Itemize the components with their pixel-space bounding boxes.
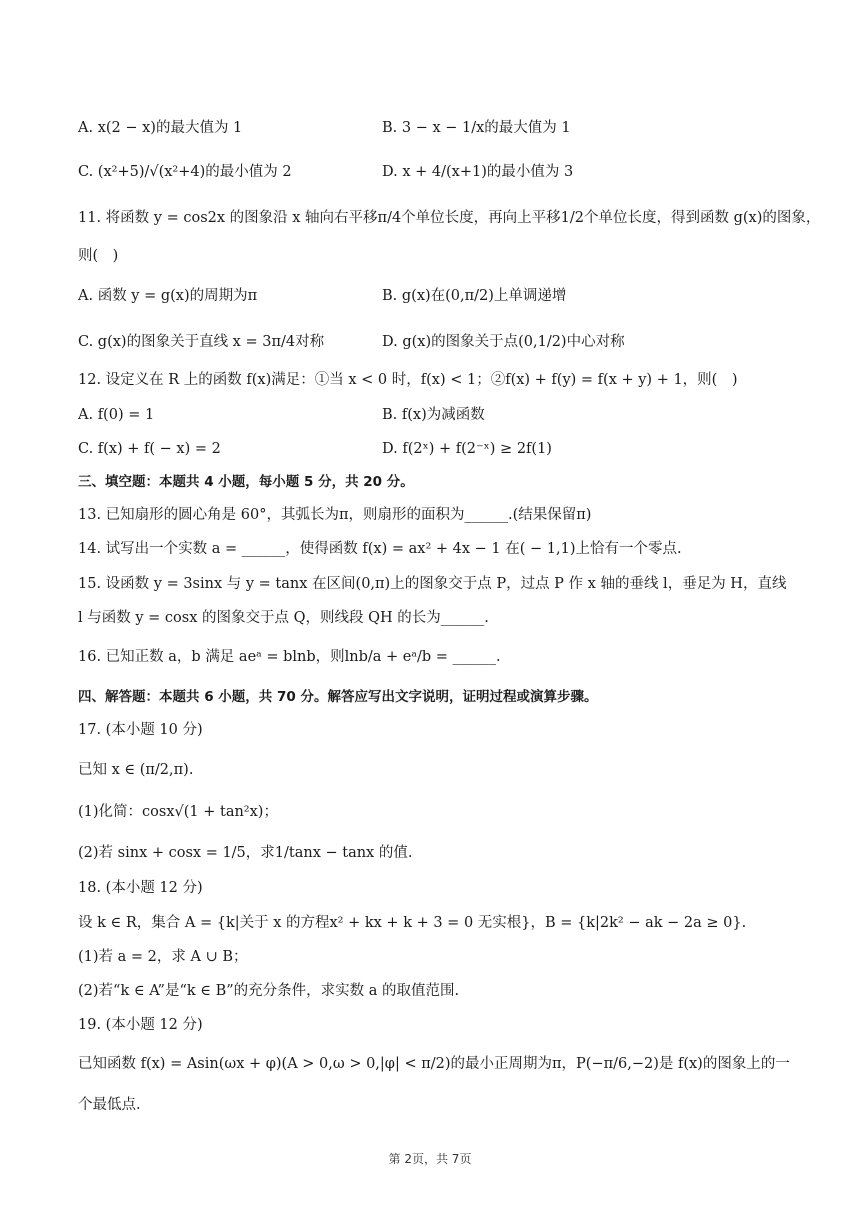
q10-option-a: A. x(2 − x)的最大值为 1 [78, 120, 243, 136]
q11-option-a: A. 函数 y = g(x)的周期为π [78, 288, 258, 304]
q15-line1: 15. 设函数 y = 3sinx 与 y = tanx 在区间(0,π)上的图象交于点 P，过点 P 作 x 轴的垂线 l，垂足为 H，直线 [78, 576, 787, 592]
q18-given: 设 k ∈ R，集合 A = {k|关于 x 的方程x² + kx + k + 3 = 0 无实根}，B = {k|2k² − ak − 2a ≥ 0}. [78, 915, 747, 931]
question-14: 14. 试写出一个实数 a = ______，使得函数 f(x) = ax² + 4x − 1 在( − 1,1)上恰有一个零点. [78, 541, 682, 557]
q12-option-d: D. f(2ˣ) + f(2⁻ˣ) ≥ 2f(1) [382, 441, 552, 457]
q11-option-c: C. g(x)的图象关于直线 x = 3π/4对称 [78, 334, 325, 350]
q18-head: 18. (本小题 12 分) [78, 880, 203, 896]
q19-head: 19. (本小题 12 分) [78, 1017, 203, 1033]
section-4-heading: 四、解答题：本题共 6 小题，共 70 分。解答应写出文字说明，证明过程或演算步骤。 [78, 689, 598, 705]
q17-part2: (2)若 sinx + cosx = 1/5，求1/tanx − tanx 的值. [78, 845, 413, 861]
q12-option-b: B. f(x)为减函数 [382, 407, 485, 423]
q18-part2: (2)若“k ∈ A”是“k ∈ B”的充分条件，求实数 a 的取值范围. [78, 983, 460, 999]
q11-stem-line1: 11. 将函数 y = cos2x 的图象沿 x 轴向右平移π/4个单位长度，再向上平移1/2个单位长度，得到函数 g(x)的图象， [78, 210, 821, 226]
q11-option-b: B. g(x)在(0,π/2)上单调递增 [382, 288, 567, 304]
q10-option-c: C. (x²+5)/√(x²+4)的最小值为 2 [78, 164, 292, 180]
q17-given: 已知 x ∈ (π/2,π). [78, 762, 194, 778]
q18-part1: (1)若 a = 2，求 A ∪ B； [78, 949, 248, 965]
question-13: 13. 已知扇形的圆心角是 60°，其弧长为π，则扇形的面积为______.(结果保留π) [78, 507, 592, 523]
q17-head: 17. (本小题 10 分) [78, 722, 203, 738]
q10-option-b: B. 3 − x − 1/x的最大值为 1 [382, 120, 571, 136]
q12-option-a: A. f(0) = 1 [78, 407, 155, 423]
q12-stem: 12. 设定义在 R 上的函数 f(x)满足：①当 x < 0 时，f(x) < 1；②f(x) + f(y) = f(x + y) + 1，则( ) [78, 372, 738, 388]
q19-line2: 个最低点. [78, 1097, 141, 1113]
section-3-heading: 三、填空题：本题共 4 小题，每小题 5 分，共 20 分。 [78, 474, 414, 490]
question-16: 16. 已知正数 a，b 满足 aeᵃ = blnb，则lnb/a + eᵃ/b = ______. [78, 649, 501, 665]
page-footer: 第 2页，共 7页 [388, 1152, 472, 1166]
q11-stem-line2: 则( ) [78, 248, 119, 264]
q15-line2: l 与函数 y = cosx 的图象交于点 Q，则线段 QH 的长为______. [78, 610, 489, 626]
q19-line1: 已知函数 f(x) = Asin(ωx + φ)(A > 0,ω > 0,|φ| < π/2)的最小正周期为π，P(−π/6,−2)是 f(x)的图象上的一 [78, 1056, 790, 1072]
q10-option-d: D. x + 4/(x+1)的最小值为 3 [382, 164, 574, 180]
q12-option-c: C. f(x) + f( − x) = 2 [78, 441, 221, 457]
q11-option-d: D. g(x)的图象关于点(0,1/2)中心对称 [382, 334, 625, 350]
q17-part1: (1)化简：cosx√(1 + tan²x)； [78, 804, 278, 820]
